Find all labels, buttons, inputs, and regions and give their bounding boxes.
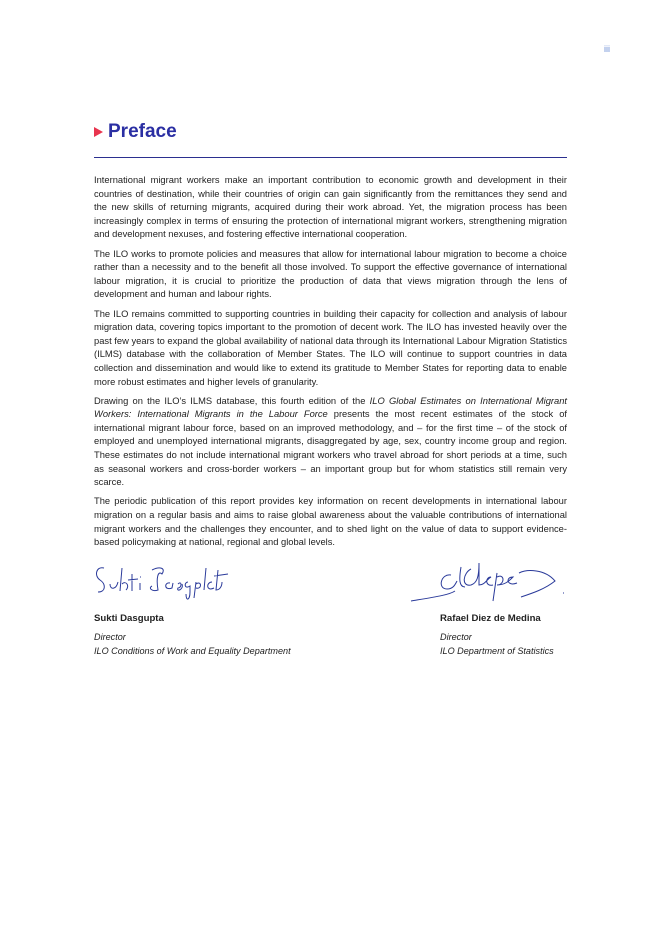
signature-sukti-dasgupta [92,558,242,608]
paragraph: The periodic publication of this report provides key information on recent developments in international labour migration on a regular basis and aims to raise global awareness about the valuable contributions of international migrant workers and the challenges they encounter, and to shed light on the value of data to support evidence-based policymaking at national, regional and global levels. [94,496,567,548]
signatory-title: Director [440,632,472,642]
paragraph: The ILO works to promote policies and measures that allow for international labour migration to become a choice rather than a necessity and to the benefit all those involved. To support the effective governance of international labour migration, it is crucial to prioritize the production of data that views migration through the lens of development and human and labour rights. [94,248,567,300]
paragraph-text: Drawing on the ILO’s ILMS database, this fourth edition of the [94,395,370,406]
triangle-marker-icon [94,127,103,137]
signatory-name: Rafael Diez de Medina [440,613,541,624]
paragraph-text: presents the most recent estimates of the stock of international migrant labour force, based on an improved methodology, and – for the first time – of the stock of employed and unemployed international migrants, disaggregated by age, sex, country income group and region. These estimates do not include international migrant workers who travel abroad for short periods at a time, such as seasonal workers and cross-border workers – an important group but for whom statistics still remain very scarce. [94,409,567,488]
paragraph: The ILO remains committed to supporting countries in building their capacity for collection and analysis of labour migration data, covering topics important to the promotion of decent work. The ILO has invested heavily over the past few years to expand the global availability of national data through its International Labour Migration Statistics (ILMS) database with the collaboration of Member States. The ILO will continue to support countries in data collection and dissemination and would like to extend its gratitude to Member States for reporting data to enable more robust estimates and higher levels of granularity. [94,308,567,387]
preface-body [94,174,567,555]
signature-rafael-diez-de-medina [405,555,570,607]
report-title: ILO Global Estimates on International Migrant Workers: International Migrants in the Labour Force [94,395,567,420]
signatory-department: ILO Department of Statistics [440,645,554,656]
signatory-role [94,631,291,658]
signatory-name: Sukti Dasgupta [94,613,164,624]
paragraph: International migrant workers make an important contribution to economic growth and development in their countries of destination, while their countries of origin can gain significantly from the remittances they send and the new skills of returning migrants, acquired during their work abroad. Yet, the migration process has been increasingly complex in terms of ensuring the protection of international migrant workers, strengthening migration and development nexuses, and fostering effective international cooperation. [94,175,567,240]
page-title: Preface [108,121,177,142]
paragraph [94,395,567,490]
title-divider [94,157,567,158]
signatory-title: Director [94,632,126,642]
section-heading [94,121,177,143]
signatory-role [440,631,554,658]
signatory-department: ILO Conditions of Work and Equality Department [94,645,291,656]
page-number: iii [604,44,610,54]
